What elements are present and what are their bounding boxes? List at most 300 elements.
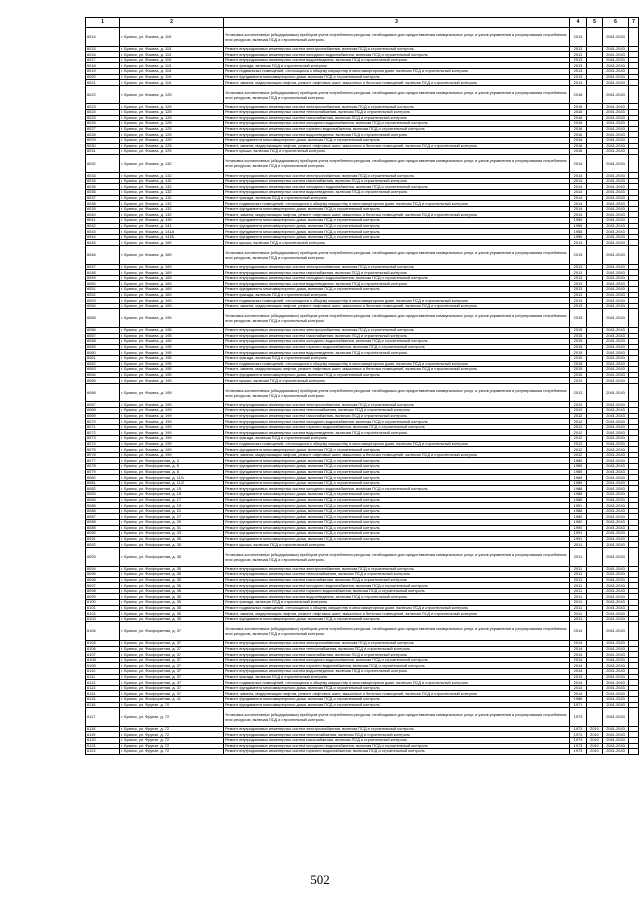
year-built-cell: 2011 <box>570 566 587 572</box>
planned-period-cell: 2041-2043 <box>603 212 629 218</box>
last-repair-year-cell <box>587 246 603 265</box>
address-cell: г. Брянск, ул. Фрунзе, д. 72 <box>120 708 224 727</box>
row-number-cell: 6024 <box>86 109 120 115</box>
address-cell: г. Брянск, ул. Фокина, д. 115 <box>120 28 224 47</box>
year-built-cell: 2011 <box>570 572 587 578</box>
year-built-cell: 2013 <box>570 46 587 52</box>
row-number-cell: 6105 <box>86 641 120 647</box>
row-number-cell: 6119 <box>86 732 120 738</box>
empty-cell <box>629 708 639 727</box>
year-built-cell: 1973 <box>570 708 587 727</box>
work-description-cell: Ремонт внутридомовых инженерных систем горячего водоснабжения, включая ПСД и строительный контроль <box>224 749 570 755</box>
year-built-cell: 1973 <box>570 737 587 743</box>
address-cell: г. Брянск, ул. Фосфоритная, д. 15 <box>120 491 224 497</box>
work-description-cell: Ремонт внутридомовых инженерных систем холодного водоснабжения, включая ПСД и строительный контроль <box>224 419 570 425</box>
row-number-cell: 6106 <box>86 646 120 652</box>
planned-period-cell: 2041-2043 <box>603 234 629 240</box>
planned-period-cell: 2041-2043 <box>603 491 629 497</box>
planned-period-cell: 2041-2043 <box>603 229 629 235</box>
empty-cell <box>629 85 639 104</box>
planned-period-cell: 2041-2043 <box>603 652 629 658</box>
year-built-cell: 1959 <box>570 223 587 229</box>
planned-period-cell: 2041-2043 <box>603 408 629 414</box>
planned-period-cell: 2041-2043 <box>603 458 629 464</box>
address-cell: г. Брянск, ул. Фосфоритная, д. 17 <box>120 497 224 503</box>
row-number-cell: 6087 <box>86 514 120 520</box>
planned-period-cell: 2041-2043 <box>603 240 629 246</box>
address-cell: г. Брянск, ул. Фокина, д. 199 <box>120 452 224 458</box>
planned-period-cell: 2041-2043 <box>603 275 629 281</box>
year-built-cell: 2013 <box>570 275 587 281</box>
table-row <box>86 708 639 727</box>
year-built-cell: 2016 <box>570 109 587 115</box>
work-description-cell: Ремонт внутридомовых инженерных систем электроснабжения, включая ПСД и строительный контроль <box>224 726 570 732</box>
header-cell: 5 <box>587 18 603 28</box>
year-built-cell: 2014 <box>570 173 587 179</box>
empty-cell <box>629 622 639 641</box>
row-number-cell: 6109 <box>86 663 120 669</box>
planned-period-cell: 2041-2043 <box>603 436 629 442</box>
work-description-cell: Ремонт внутридомовых инженерных систем водоотведения, включая ПСД и строительный контроль <box>224 430 570 436</box>
row-number-cell: 6038 <box>86 201 120 207</box>
row-number-cell: 6066 <box>86 383 120 402</box>
row-number-cell: 6060 <box>86 350 120 356</box>
planned-period-cell: 2041-2043 <box>603 68 629 74</box>
table-row <box>86 383 639 402</box>
planned-period-cell: 2041-2043 <box>603 674 629 680</box>
work-description-cell: Ремонт внутридомовых инженерных систем водоотведения, включая ПСД и строительный контроль <box>224 190 570 196</box>
work-description-cell: Ремонт фундамента многоквартирного дома, включая ПСД и строительный контроль <box>224 503 570 509</box>
row-number-cell: 6082 <box>86 486 120 492</box>
work-description-cell: Установка коллективных (общедомовых) приборов учета потребления ресурсов, необходимых для предоставления коммунальных услуг, и узлов управления и регулирования потребления этих ресурсов, включая ПСД и строительный контроль <box>224 154 570 173</box>
year-built-cell: 2014 <box>570 622 587 641</box>
planned-period-cell: 2041-2043 <box>603 737 629 743</box>
repair-schedule-table-container <box>85 17 638 755</box>
work-description-cell: Ремонт фундамента многоквартирного дома, включая ПСД и строительный контроль <box>224 286 570 292</box>
row-number-cell: 6045 <box>86 240 120 246</box>
work-description-cell: Установка коллективных (общедомовых) приборов учета потребления ресурсов, необходимых для предоставления коммунальных услуг, и узлов управления и регулирования потребления этих ресурсов, включая ПСД и строительный контроль <box>224 85 570 104</box>
row-number-cell: 6035 <box>86 184 120 190</box>
planned-period-cell: 2041-2043 <box>603 497 629 503</box>
row-number-cell: 6032 <box>86 154 120 173</box>
row-number-cell: 6020 <box>86 74 120 80</box>
work-description-cell: Ремонт фасада, включая ПСД и строительный контроль <box>224 355 570 361</box>
planned-period-cell: 2041-2043 <box>603 46 629 52</box>
row-number-cell: 6074 <box>86 441 120 447</box>
year-built-cell: 2016 <box>570 143 587 149</box>
year-built-cell: 2016 <box>570 149 587 155</box>
work-description-cell: Ремонт внутридомовых инженерных систем газоснабжения, включая ПСД и строительный контроль <box>224 333 570 339</box>
last-repair-year-cell: 2010 <box>587 732 603 738</box>
planned-period-cell: 2041-2043 <box>603 594 629 600</box>
year-built-cell: 2014 <box>570 652 587 658</box>
address-cell: г. Брянск, ул. Фокина, д. 169 <box>120 275 224 281</box>
work-description-cell: Ремонт, замена, модернизация лифтов, ремонт лифтовых шахт, машинных и блочных помещений, включая ПСД и строительный контроль <box>224 611 570 617</box>
table-row <box>86 28 639 47</box>
planned-period-cell: 2041-2043 <box>603 542 629 548</box>
work-description-cell: Ремонт внутридомовых инженерных систем теплоснабжения, включая ПСД и строительный контроль <box>224 732 570 738</box>
planned-period-cell: 2041-2043 <box>603 303 629 309</box>
row-number-cell: 6051 <box>86 286 120 292</box>
row-number-cell: 6068 <box>86 408 120 414</box>
planned-period-cell: 2041-2043 <box>603 503 629 509</box>
year-built-cell: 1991 <box>570 536 587 542</box>
row-number-cell: 6115 <box>86 696 120 702</box>
work-description-cell: Установка коллективных (общедомовых) приборов учета потребления ресурсов, необходимых для предоставления коммунальных услуг, и узлов управления и регулирования потребления этих ресурсов, включая ПСД и строительный контроль <box>224 622 570 641</box>
work-description-cell: Ремонт фундамента многоквартирного дома, включая ПСД и строительный контроль <box>224 372 570 378</box>
work-description-cell: Ремонт фундамента многоквартирного дома, включая ПСД и строительный контроль <box>224 464 570 470</box>
year-built-cell: 2016 <box>570 137 587 143</box>
header-row <box>86 18 639 28</box>
work-description-cell: Установка коллективных (общедомовых) приборов учета потребления ресурсов, необходимых для предоставления коммунальных услуг, и узлов управления и регулирования потребления этих ресурсов, включая ПСД и строительный контроль <box>224 28 570 47</box>
address-cell: г. Брянск, ул. Фокина, д. 199 <box>120 441 224 447</box>
planned-period-cell: 2041-2043 <box>603 605 629 611</box>
planned-period-cell: 2041-2043 <box>603 286 629 292</box>
row-number-cell: 6121 <box>86 743 120 749</box>
planned-period-cell: 2041-2043 <box>603 583 629 589</box>
year-built-cell: 2014 <box>570 663 587 669</box>
address-cell: г. Брянск, ул. Фокина, д. 169 <box>120 270 224 276</box>
year-built-cell: 2013 <box>570 292 587 298</box>
address-cell: г. Брянск, ул. Фокина, д. 141 <box>120 223 224 229</box>
work-description-cell: Ремонт подвальных помещений, относящихся к общему имуществу в многоквартирном доме, включая ПСД и строительный контроль <box>224 441 570 447</box>
header-cell: 7 <box>629 18 639 28</box>
row-number-cell: 6065 <box>86 378 120 384</box>
address-cell: г. Брянск, ул. Фокина, д. 132 <box>120 206 224 212</box>
last-repair-year-cell: 2010 <box>587 743 603 749</box>
year-built-cell: 2015 <box>570 367 587 373</box>
table-row <box>86 622 639 641</box>
row-number-cell: 6048 <box>86 270 120 276</box>
planned-period-cell: 2041-2043 <box>603 486 629 492</box>
work-description-cell: Ремонт, замена, модернизация лифтов, ремонт лифтовых шахт, машинных и блочных помещений, включая ПСД и строительный контроль <box>224 143 570 149</box>
address-cell: г. Брянск, ул. Фрунзе, д. 72 <box>120 749 224 755</box>
year-built-cell: 2014 <box>570 201 587 207</box>
address-cell: г. Брянск, ул. Фокина, д. 125 <box>120 132 224 138</box>
year-built-cell: 2011 <box>570 616 587 622</box>
row-number-cell: 6063 <box>86 367 120 373</box>
year-built-cell: 2012 <box>570 424 587 430</box>
planned-period-cell: 2041-2043 <box>603 749 629 755</box>
address-cell: г. Брянск, ул. Фокина, д. 141Б <box>120 234 224 240</box>
year-built-cell: 1989 <box>570 475 587 481</box>
address-cell: г. Брянск, ул. Фосфоритная, д. 35 <box>120 572 224 578</box>
work-description-cell: Ремонт внутридомовых инженерных систем электроснабжения, включая ПСД и строительный контроль <box>224 327 570 333</box>
address-cell: г. Брянск, ул. Фосфоритная, д. 27 <box>120 514 224 520</box>
address-cell: г. Брянск, ул. Фосфоритная, д. 15 <box>120 486 224 492</box>
row-number-cell: 6084 <box>86 497 120 503</box>
address-cell: г. Брянск, ул. Фокина, д. 199 <box>120 430 224 436</box>
planned-period-cell: 2041-2043 <box>603 514 629 520</box>
work-description-cell: Ремонт внутридомовых инженерных систем газоснабжения, включая ПСД и строительный контроль <box>224 115 570 121</box>
year-built-cell: 1973 <box>570 726 587 732</box>
year-built-cell: 2015 <box>570 309 587 328</box>
year-built-cell: 1973 <box>570 749 587 755</box>
row-number-cell: 6114 <box>86 691 120 697</box>
work-description-cell: Ремонт внутридомовых инженерных систем холодного водоснабжения, включая ПСД и строительный контроль <box>224 275 570 281</box>
address-cell: г. Брянск, ул. Фосфоритная, д. 35 <box>120 611 224 617</box>
table-row <box>86 309 639 328</box>
address-cell: г. Брянск, ул. Фокина, д. 195 <box>120 339 224 345</box>
work-description-cell: Установка коллективных (общедомовых) приборов учета потребления ресурсов, необходимых для предоставления коммунальных услуг, и узлов управления и регулирования потребления этих ресурсов, включая ПСД и строительный контроль <box>224 708 570 727</box>
year-built-cell: 2013 <box>570 298 587 304</box>
year-built-cell: 2013 <box>570 240 587 246</box>
row-number-cell: 6076 <box>86 452 120 458</box>
planned-period-cell: 2041-2043 <box>603 663 629 669</box>
planned-period-cell: 2041-2043 <box>603 264 629 270</box>
planned-period-cell: 2041-2043 <box>603 178 629 184</box>
table-row <box>86 154 639 173</box>
address-cell: г. Брянск, ул. Фосфоритная, д. 35 <box>120 583 224 589</box>
row-number-cell: 6112 <box>86 680 120 686</box>
address-cell: г. Брянск, ул. Фокина, д. 132 <box>120 184 224 190</box>
year-built-cell: 1982 <box>570 519 587 525</box>
address-cell: г. Брянск, ул. Фосфоритная, д. 35 <box>120 605 224 611</box>
work-description-cell: Ремонт крыши, включая ПСД и строительный контроль <box>224 378 570 384</box>
address-cell: г. Брянск, ул. Фокина, д. 195 <box>120 350 224 356</box>
address-cell: г. Брянск, ул. Фокина, д. 132 <box>120 201 224 207</box>
address-cell: г. Брянск, ул. Фосфоритная, д. 35 <box>120 547 224 566</box>
row-number-cell: 6047 <box>86 264 120 270</box>
year-built-cell: 2014 <box>570 212 587 218</box>
planned-period-cell: 2041-2043 <box>603 536 629 542</box>
work-description-cell: Ремонт фундамента многоквартирного дома, включая ПСД и строительный контроль <box>224 223 570 229</box>
work-description-cell: Ремонт крыши, включая ПСД и строительный контроль <box>224 149 570 155</box>
last-repair-year-cell: 2010 <box>587 726 603 732</box>
row-number-cell: 6117 <box>86 708 120 727</box>
address-cell: г. Брянск, ул. Фокина, д. 199 <box>120 424 224 430</box>
year-built-cell: 2014 <box>570 641 587 647</box>
address-cell: г. Брянск, ул. Фокина, д. 199 <box>120 408 224 414</box>
header-cell: 1 <box>86 18 120 28</box>
year-built-cell: 2011 <box>570 611 587 617</box>
work-description-cell: Ремонт фасада, включая ПСД и строительный контроль <box>224 674 570 680</box>
year-built-cell: 2014 <box>570 680 587 686</box>
work-description-cell: Ремонт внутридомовых инженерных систем холодного водоснабжения, включая ПСД и строительный контроль <box>224 743 570 749</box>
address-cell: г. Брянск, ул. Фосфоритная, д. 6 <box>120 464 224 470</box>
table-row <box>86 85 639 104</box>
work-description-cell: Ремонт фундамента многоквартирного дома, включая ПСД и строительный контроль <box>224 536 570 542</box>
row-number-cell: 6101 <box>86 605 120 611</box>
year-built-cell: 1988 <box>570 508 587 514</box>
year-built-cell: 2015 <box>570 339 587 345</box>
year-built-cell: 1989 <box>570 464 587 470</box>
planned-period-cell: 2041-2043 <box>603 154 629 173</box>
last-repair-year-cell <box>587 383 603 402</box>
table-row <box>86 246 639 265</box>
work-description-cell: Ремонт, замена, модернизация лифтов, ремонт лифтовых шахт, машинных и блочных помещений, включая ПСД и строительный контроль <box>224 367 570 373</box>
address-cell: г. Брянск, ул. Фосфоритная, д. 37 <box>120 646 224 652</box>
planned-period-cell: 2041-2043 <box>603 452 629 458</box>
address-cell: г. Брянск, ул. Фокина, д. 125 <box>120 85 224 104</box>
planned-period-cell: 2041-2043 <box>603 52 629 58</box>
address-cell: г. Брянск, ул. Фокина, д. 195 <box>120 355 224 361</box>
planned-period-cell: 2041-2043 <box>603 63 629 69</box>
row-number-cell: 6031 <box>86 149 120 155</box>
work-description-cell: Ремонт внутридомовых инженерных систем газоснабжения, включая ПСД и строительный контроль <box>224 178 570 184</box>
planned-period-cell: 2041-2043 <box>603 218 629 224</box>
work-description-cell: Ремонт фундамента многоквартирного дома, включая ПСД и строительный контроль <box>224 508 570 514</box>
address-cell: г. Брянск, ул. Фосфоритная, д. 31 <box>120 525 224 531</box>
year-built-cell: 2013 <box>570 28 587 47</box>
row-number-cell: 6055 <box>86 309 120 328</box>
planned-period-cell: 2041-2043 <box>603 190 629 196</box>
row-number-cell: 6019 <box>86 68 120 74</box>
row-number-cell: 6050 <box>86 281 120 287</box>
work-description-cell: Ремонт фундамента многоквартирного дома, включая ПСД и строительный контроль <box>224 696 570 702</box>
year-built-cell: 1989 <box>570 458 587 464</box>
address-cell: г. Брянск, ул. Фосфоритная, д. 11/2 <box>120 480 224 486</box>
address-cell: г. Брянск, ул. Фрунзе, д. 72 <box>120 732 224 738</box>
row-number-cell: 6049 <box>86 275 120 281</box>
work-description-cell: Ремонт, замена, модернизация лифтов, ремонт лифтовых шахт, машинных и блочных помещений, включая ПСД и строительный контроль <box>224 212 570 218</box>
table-row <box>86 749 639 755</box>
row-number-cell: 6113 <box>86 685 120 691</box>
work-description-cell: Ремонт фундамента многоквартирного дома, включая ПСД и строительный контроль <box>224 497 570 503</box>
work-description-cell: Ремонт внутридомовых инженерных систем водоотведения, включая ПСД и строительный контроль <box>224 669 570 675</box>
planned-period-cell: 2041-2043 <box>603 355 629 361</box>
row-number-cell: 6025 <box>86 115 120 121</box>
work-description-cell: Ремонт фундамента многоквартирного дома, включая ПСД и строительный контроль <box>224 447 570 453</box>
planned-period-cell: 2041-2043 <box>603 657 629 663</box>
planned-period-cell: 2041-2043 <box>603 588 629 594</box>
address-cell: г. Брянск, ул. Фокина, д. 195 <box>120 372 224 378</box>
work-description-cell: Установка коллективных (общедомовых) приборов учета потребления ресурсов, необходимых для предоставления коммунальных услуг, и узлов управления и регулирования потребления этих ресурсов, включая ПСД и строительный контроль <box>224 547 570 566</box>
address-cell: г. Брянск, ул. Фрунзе, д. 72 <box>120 726 224 732</box>
year-built-cell: 2012 <box>570 419 587 425</box>
address-cell: г. Брянск, ул. Фосфоритная, д. 37 <box>120 669 224 675</box>
row-number-cell: 6107 <box>86 652 120 658</box>
year-built-cell: 2015 <box>570 344 587 350</box>
work-description-cell: Ремонт внутридомовых инженерных систем электроснабжения, включая ПСД и строительный контроль <box>224 641 570 647</box>
row-number-cell: 6015 <box>86 46 120 52</box>
year-built-cell: 1988 <box>570 491 587 497</box>
year-built-cell: 1990 <box>570 525 587 531</box>
last-repair-year-cell <box>587 708 603 727</box>
address-cell: г. Брянск, ул. Фокина, д. 125 <box>120 149 224 155</box>
planned-period-cell: 2041-2043 <box>603 611 629 617</box>
last-repair-year-cell <box>587 85 603 104</box>
year-built-cell: 2011 <box>570 547 587 566</box>
row-number-cell: 6083 <box>86 491 120 497</box>
address-cell: г. Брянск, ул. Фосфоритная, д. 35 <box>120 594 224 600</box>
address-cell: г. Брянск, ул. Фокина, д. 125 <box>120 109 224 115</box>
planned-period-cell: 2041-2043 <box>603 121 629 127</box>
planned-period-cell: 2041-2043 <box>603 680 629 686</box>
work-description-cell: Ремонт фундамента многоквартирного дома, включая ПСД и строительный контроль <box>224 229 570 235</box>
address-cell: г. Брянск, ул. Фосфоритная, д. 33 <box>120 531 224 537</box>
year-built-cell: 2014 <box>570 669 587 675</box>
address-cell: г. Брянск, ул. Фокина, д. 169 <box>120 281 224 287</box>
address-cell: г. Брянск, ул. Фокина, д. 132 <box>120 173 224 179</box>
work-description-cell: Ремонт внутридомовых инженерных систем электроснабжения, включая ПСД и строительный контроль <box>224 46 570 52</box>
address-cell: г. Брянск, ул. Фокина, д. 125 <box>120 104 224 110</box>
row-number-cell: 6029 <box>86 137 120 143</box>
row-number-cell: 6090 <box>86 531 120 537</box>
work-description-cell: Ремонт фасада, включая ПСД и строительный контроль <box>224 436 570 442</box>
year-built-cell: 2011 <box>570 542 587 548</box>
address-cell: г. Брянск, ул. Фокина, д. 195 <box>120 344 224 350</box>
planned-period-cell: 2041-2043 <box>603 622 629 641</box>
work-description-cell: Ремонт внутридомовых инженерных систем электроснабжения, включая ПСД и строительный контроль <box>224 566 570 572</box>
planned-period-cell: 2041-2043 <box>603 344 629 350</box>
address-cell: г. Брянск, ул. Фокина, д. 169 <box>120 292 224 298</box>
row-number-cell: 6052 <box>86 292 120 298</box>
planned-period-cell: 2041-2043 <box>603 566 629 572</box>
row-number-cell: 6096 <box>86 577 120 583</box>
empty-cell <box>629 383 639 402</box>
planned-period-cell: 2041-2043 <box>603 519 629 525</box>
year-built-cell: 2011 <box>570 600 587 606</box>
table-body <box>86 18 639 755</box>
row-number-cell: 6108 <box>86 657 120 663</box>
planned-period-cell: 2041-2043 <box>603 298 629 304</box>
year-built-cell: 2011 <box>570 588 587 594</box>
year-built-cell: 2011 <box>570 594 587 600</box>
planned-period-cell: 2041-2043 <box>603 475 629 481</box>
planned-period-cell: 2041-2043 <box>603 361 629 367</box>
address-cell: г. Брянск, ул. Фокина, д. 125 <box>120 121 224 127</box>
address-cell: г. Брянск, ул. Фрунзе, д. 72 <box>120 743 224 749</box>
row-number-cell: 6067 <box>86 402 120 408</box>
row-number-cell: 6110 <box>86 669 120 675</box>
year-built-cell: 2012 <box>570 413 587 419</box>
year-built-cell: 2013 <box>570 281 587 287</box>
address-cell: г. Брянск, ул. Фокина, д. 115 <box>120 57 224 63</box>
planned-period-cell: 2041-2043 <box>603 281 629 287</box>
planned-period-cell: 2041-2043 <box>603 85 629 104</box>
row-number-cell: 6058 <box>86 339 120 345</box>
planned-period-cell: 2041-2043 <box>603 641 629 647</box>
planned-period-cell: 2041-2043 <box>603 333 629 339</box>
planned-period-cell: 2041-2043 <box>603 309 629 328</box>
row-number-cell: 6111 <box>86 674 120 680</box>
row-number-cell: 6086 <box>86 508 120 514</box>
year-built-cell: 2012 <box>570 383 587 402</box>
address-cell: г. Брянск, ул. Фокина, д. 199 <box>120 378 224 384</box>
row-number-cell: 6071 <box>86 424 120 430</box>
address-cell: г. Брянск, ул. Фокина, д. 195 <box>120 327 224 333</box>
empty-cell <box>629 246 639 265</box>
row-number-cell: 6043 <box>86 229 120 235</box>
row-number-cell: 6064 <box>86 372 120 378</box>
work-description-cell: Ремонт внутридомовых инженерных систем горячего водоснабжения, включая ПСД и строительный контроль <box>224 424 570 430</box>
work-description-cell: Ремонт фасада, включая ПСД и строительный контроль <box>224 195 570 201</box>
year-built-cell: 2012 <box>570 441 587 447</box>
address-cell: г. Брянск, ул. Фокина, д. 169 <box>120 240 224 246</box>
address-cell: г. Брянск, ул. Фокина, д. 132 <box>120 190 224 196</box>
work-description-cell: Ремонт фундамента многоквартирного дома, включая ПСД и строительный контроль <box>224 531 570 537</box>
planned-period-cell: 2041-2043 <box>603 616 629 622</box>
row-number-cell: 6102 <box>86 611 120 617</box>
year-built-cell: 2012 <box>570 378 587 384</box>
work-description-cell: Ремонт фундамента многоквартирного дома, включая ПСД и строительный контроль <box>224 458 570 464</box>
planned-period-cell: 2041-2043 <box>603 74 629 80</box>
address-cell: г. Брянск, ул. Фосфоритная, д. 37 <box>120 691 224 697</box>
planned-period-cell: 2041-2043 <box>603 424 629 430</box>
row-number-cell: 6053 <box>86 298 120 304</box>
address-cell: г. Брянск, ул. Фокина, д. 125 <box>120 126 224 132</box>
work-description-cell: Ремонт внутридомовых инженерных систем теплоснабжения, включая ПСД и строительный контроль <box>224 646 570 652</box>
row-number-cell: 6017 <box>86 57 120 63</box>
planned-period-cell: 2041-2043 <box>603 149 629 155</box>
address-cell: г. Брянск, ул. Фосфоритная, д. 37 <box>120 652 224 658</box>
planned-period-cell: 2041-2043 <box>603 292 629 298</box>
address-cell: г. Брянск, ул. Фокина, д. 132 <box>120 212 224 218</box>
row-number-cell: 6075 <box>86 447 120 453</box>
planned-period-cell: 2041-2043 <box>603 223 629 229</box>
planned-period-cell: 2041-2043 <box>603 367 629 373</box>
